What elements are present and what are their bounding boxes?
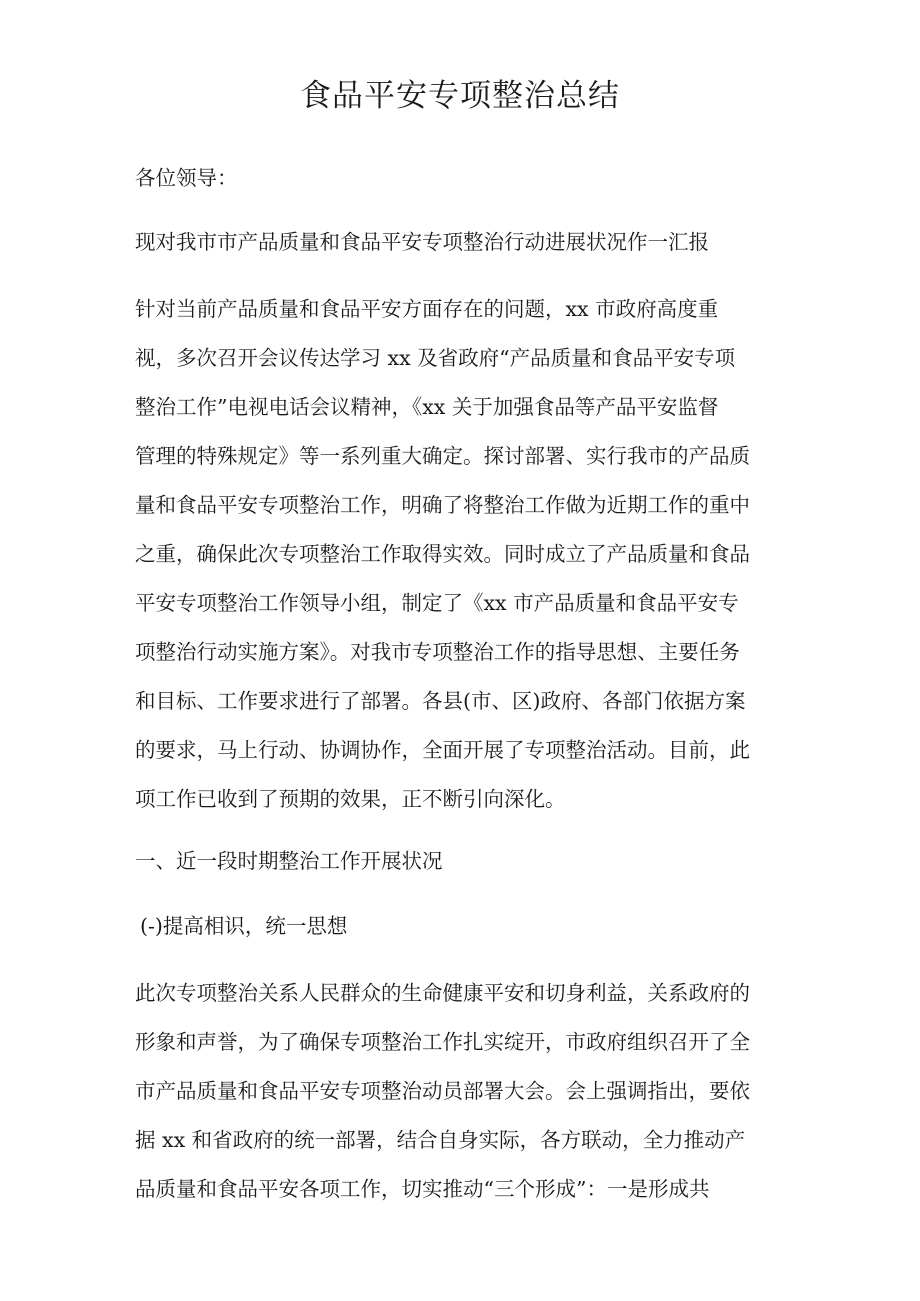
paragraph-line: 整治工作”电视电话会议精神，《xx 关于加强食品等产品平安监督 bbox=[135, 395, 719, 419]
subsection-heading: (-)提高相识，统一思想 bbox=[140, 914, 348, 938]
paragraph-line: 之重，确保此次专项整治工作取得实效。同时成立了产品质量和食品 bbox=[135, 542, 750, 566]
document-title: 食品平安专项整治总结 bbox=[300, 78, 620, 114]
paragraph-2 bbox=[135, 978, 795, 1223]
paragraph-line: 形象和声誉，为了确保专项整治工作扎实绽开，市政府组织召开了全 bbox=[135, 1030, 750, 1054]
paragraph-line: 的要求，马上行动、协调协作，全面开展了专项整治活动。目前，此 bbox=[135, 738, 750, 762]
paragraph-line: 项整治行动实施方案》。对我市专项整治工作的指导思想、主要任务 bbox=[135, 640, 740, 664]
paragraph-line: 量和食品平安专项整治工作，明确了将整治工作做为近期工作的重中 bbox=[135, 493, 750, 517]
paragraph-line: 市产品质量和食品平安专项整治动员部署大会。会上强调指出，要依 bbox=[135, 1079, 750, 1103]
paragraph-line: 针对当前产品质量和食品平安方面存在的问题，xx 市政府高度重 bbox=[135, 297, 719, 321]
section-heading: 一、近一段时期整治工作开展状况 bbox=[135, 849, 443, 873]
paragraph-line: 管理的特殊规定》等一系列重大确定。探讨部署、实行我市的产品质 bbox=[135, 444, 750, 468]
paragraph-line: 和目标、工作要求进行了部署。各县(市、区)政府、各部门依据方案 bbox=[135, 689, 746, 713]
paragraph-line: 平安专项整治工作领导小组，制定了《xx 市产品质量和食品平安专 bbox=[135, 591, 739, 615]
paragraph-line: 项工作已收到了预期的效果，正不断引向深化。 bbox=[135, 787, 566, 811]
paragraph-line: 品质量和食品平安各项工作，切实推动“三个形成”：一是形成共 bbox=[135, 1177, 710, 1201]
paragraph-1 bbox=[135, 294, 795, 833]
intro-line: 现对我市市产品质量和食品平安专项整治行动进展状况作一汇报 bbox=[135, 230, 709, 254]
paragraph-line: 据 xx 和省政府的统一部署，结合自身实际，各方联动，全力推动产 bbox=[135, 1128, 746, 1152]
salutation: 各位领导： bbox=[135, 166, 238, 190]
paragraph-line: 此次专项整治关系人民群众的生命健康平安和切身利益，关系政府的 bbox=[135, 981, 750, 1005]
paragraph-line: 视，多次召开会议传达学习 xx 及省政府“产品质量和食品平安专项 bbox=[135, 346, 736, 370]
